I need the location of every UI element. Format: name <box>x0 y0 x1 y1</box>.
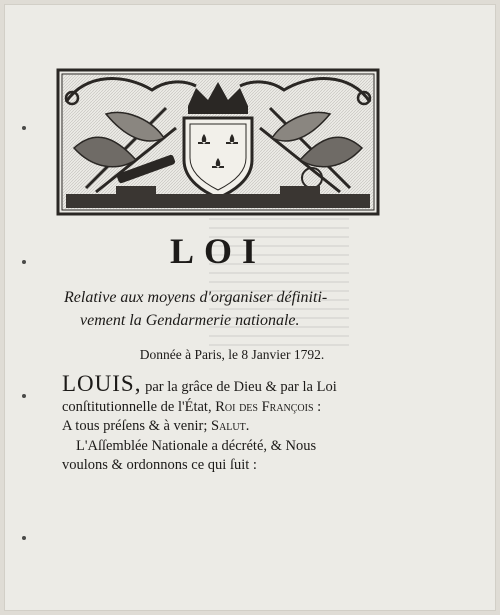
document-title: LOI <box>169 231 267 271</box>
document-body <box>62 371 362 476</box>
body-line-1-text: par la grâce de Dieu & par la Loi <box>141 379 337 395</box>
document-date: Donnée à Paris, le 8 Janvier 1792. <box>139 347 325 362</box>
body-line-3 <box>62 417 362 437</box>
document-page <box>4 4 496 611</box>
body-line-2 <box>62 398 362 418</box>
body-line-5: voulons & ordonnons ce qui ſuit : <box>62 457 257 473</box>
body-line-3-text: A tous préſens & à venir; <box>62 418 212 434</box>
body-line-2-text: conſtitutionnelle de l'État, <box>62 398 216 415</box>
drop-cap-louis: LOUIS, <box>62 371 142 396</box>
subtitle-line-1: Relative aux moyens d'organiser définiti- <box>64 289 328 306</box>
document-subtitle <box>64 286 394 332</box>
roi-des-francois: Roi des François <box>215 398 314 415</box>
subtitle-line-2: vement la Gendarmerie nationale. <box>80 312 300 329</box>
body-line-2-end: : <box>313 398 322 415</box>
royal-arms-vignette-icon <box>56 68 380 216</box>
body-line-4: L'Aſſemblée Nationale a décrété, & Nous <box>76 437 317 454</box>
salut: Salut. <box>211 418 250 434</box>
body-line-1 <box>62 371 362 398</box>
